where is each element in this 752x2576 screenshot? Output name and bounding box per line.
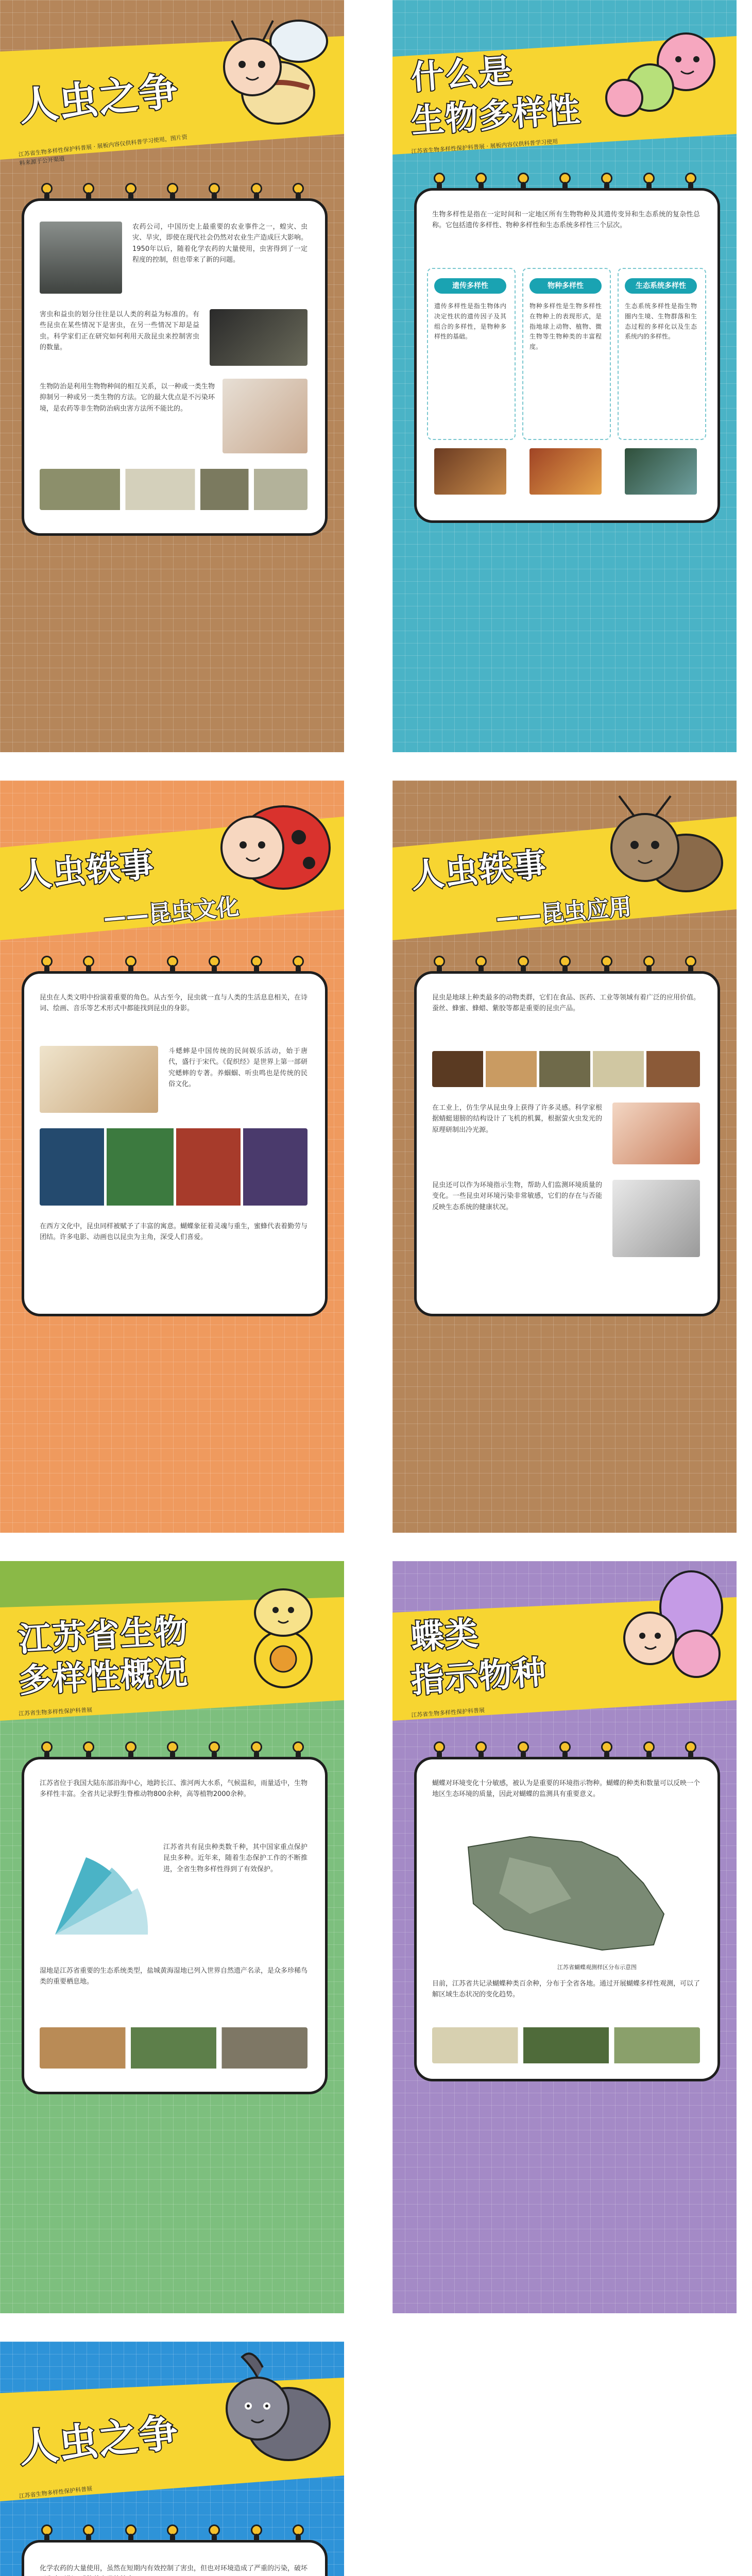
panel-caption: 江苏省生物多样性保护科普展 — [19, 2485, 93, 2500]
paragraph-2: 害虫和益虫的划分往往是以人类的利益为标准的。有些昆虫在某些情况下是害虫，在另一些情况下却是益虫。科学家们正在研究如何利用天敌昆虫来控制害虫的数量。 — [40, 311, 199, 352]
photo-movie-posters — [40, 1128, 307, 1206]
content-card — [22, 198, 328, 536]
label-genetic: 遗传多样性 — [434, 278, 506, 294]
panel-caption: 江苏省生物多样性保护科普展 — [18, 1706, 93, 1717]
panel-4-insect-applications — [392, 781, 737, 1533]
photo-strip — [432, 2027, 700, 2063]
cartoon-ant-icon — [588, 791, 727, 904]
rose-chart-graphic — [45, 1842, 153, 1945]
content-card — [414, 971, 720, 1316]
photo-cricket-illustration — [40, 1046, 158, 1113]
column-ecosystem — [618, 268, 706, 440]
column-species — [522, 268, 611, 440]
text-genetic: 遗传多样性是指生物体内决定性状的遗传因子及其组合的多样性，是物种多样性的基础。 — [434, 302, 506, 341]
paragraph-1: 化学农药的大量使用，虽然在短期内有效控制了害虫，但也对环境造成了严重的污染，破坏 — [40, 2565, 308, 2572]
photo-strip — [40, 2027, 307, 2069]
panel-3-insect-culture — [0, 781, 344, 1533]
cartoon-butterfly-icon — [609, 1566, 727, 1690]
panel-title: 人虫轶事 — [17, 845, 156, 896]
panel-title-line-2: 多样性概况 — [18, 1653, 190, 1701]
panel-title-line-1: 蝶类 — [409, 1614, 481, 1657]
panel-7-human-insect-conflict-2 — [0, 2342, 344, 2576]
label-species: 物种多样性 — [529, 278, 602, 294]
panel-title: 人虫之争 — [16, 2409, 181, 2472]
panel-subtitle: ——昆虫应用 — [494, 893, 633, 932]
map-label: 江苏省蝴蝶观测样区分布示意图 — [557, 1964, 637, 1971]
photo-sky — [40, 222, 122, 294]
photo-insect-black — [210, 309, 307, 366]
paragraph-1: 江苏省位于我国大陆东部沿海中心，地跨长江、淮河两大水系，气候温和，雨量适中，生物多样性丰富。全省共记录野生脊椎动物800余种，高等植物2000余种。 — [40, 1780, 308, 1799]
panel-caption: 江苏省生物多样性保护科普展 — [411, 1706, 485, 1719]
paragraph-2: 目前，江苏省共记录蝴蝶种类百余种，分布于全省各地。通过开展蝴蝶多样性观测，可以了解区域生态状况的变化趋势。 — [432, 1980, 700, 1999]
panel-6-butterfly-indicator — [392, 1561, 737, 2313]
paragraph-1: 昆虫在人类文明中扮演着重要的角色。从古至今，昆虫就一直与人类的生活息息相关，在诗词、绘画、音乐等艺术形式中都能找到昆虫的身影。 — [40, 994, 308, 1013]
panel-1-human-insect-conflict — [0, 0, 344, 752]
paragraph-3: 生物防治是利用生物物种间的相互关系，以一种或一类生物抑制另一种或另一类生物的方法。它的最大优点是不污染环境，是农药等非生物防治病虫害方法所不能比的。 — [40, 383, 215, 413]
paragraph-3: 在西方文化中，昆虫同样被赋予了丰富的寓意。蝴蝶象征着灵魂与重生，蜜蜂代表着勤劳与团结。许多电影、动画也以昆虫为主角，深受人们喜爱。 — [40, 1223, 308, 1242]
cartoon-beetle-icon — [201, 2347, 335, 2470]
panel-subtitle: ——昆虫文化 — [102, 893, 241, 932]
content-card — [414, 1757, 720, 2081]
content-card — [22, 2540, 328, 2576]
panel-2-what-is-biodiversity — [392, 0, 737, 752]
photo-drone — [612, 1180, 700, 1257]
panel-title-line-1: 什么是 — [409, 52, 515, 97]
photo-species — [529, 448, 602, 495]
panel-5-jiangsu-biodiversity — [0, 1561, 344, 2313]
paragraph-2: 江苏省共有昆虫种类数千种，其中国家重点保护昆虫多种。近年来，随着生态保护工作的不断推进，全省生物多样性得到了有效保护。 — [163, 1843, 307, 1873]
column-genetic — [427, 268, 516, 440]
panel-caption: 江苏省生物多样性保护科普展 · 展板内容仅供科普学习使用，图片资料来源于公开渠道 — [18, 133, 188, 167]
photo-strip — [432, 1051, 700, 1087]
cartoon-bee-flower-icon — [232, 1571, 335, 1695]
cartoon-ladybug-icon — [206, 786, 335, 899]
paragraph-2: 在工业上，仿生学从昆虫身上获得了许多灵感。科学家根据蜻蜓翅膀的结构设计了飞机的机翼，根据萤火虫发光的原理研制出冷光源。 — [432, 1104, 602, 1134]
content-card — [22, 1757, 328, 2094]
label-ecosystem: 生态系统多样性 — [625, 278, 697, 294]
photo-ecosystem — [625, 448, 697, 495]
intro-paragraph: 生物多样性是指在一定时间和一定地区所有生物物种及其遗传变异和生态系统的复杂性总称。它包括遗传多样性、物种多样性和生态系统多样性三个层次。 — [432, 211, 700, 230]
panel-title: 人虫之争 — [16, 67, 181, 130]
photo-silk — [612, 1103, 700, 1164]
panel-title-line-2: 指示物种 — [409, 1653, 549, 1701]
paragraph-1: 蝴蝶对环境变化十分敏感，被认为是重要的环境指示物种。蝴蝶的种类和数量可以反映一个地区生态环境的质量，因此对蝴蝶的监测具有重要意义。 — [432, 1780, 700, 1799]
text-ecosystem: 生态系统多样性是指生物圈内生境、生物群落和生态过程的多样化以及生态系统内的多样性。 — [625, 302, 697, 341]
photo-genetic — [434, 448, 506, 495]
paragraph-3: 湿地是江苏省重要的生态系统类型，盐城黄海湿地已列入世界自然遗产名录，是众多珍稀鸟类的重要栖息地。 — [40, 1967, 308, 1986]
content-card — [414, 188, 720, 523]
paragraph-1: 农药公司，中国历史上最重要的农业事件之一，蝗灾、虫灾、旱灾，即使在现代社会仍然对农业生产造成巨大影响。1950年以后，随着化学农药的大量使用，虫害得到了一定程度的控制，但也带来了新的问题。 — [132, 223, 307, 264]
paragraph-2: 斗蟋蟀是中国传统的民间娱乐活动，始于唐代，盛行于宋代。《促织经》是世界上第一部研究蟋蟀的专著。养蝈蝈、听虫鸣也是传统的民俗文化。 — [168, 1047, 307, 1089]
text-species: 物种多样性是生物多样性在物种上的表现形式，是指地球上动物、植物、微生物等生物种类的丰富程度。 — [529, 302, 602, 351]
panel-caption: 江苏省生物多样性保护科普展 · 展板内容仅供科普学习使用 — [411, 138, 558, 155]
jiangsu-map-graphic — [448, 1826, 685, 1960]
panel-title-line-1: 江苏省生物 — [18, 1612, 190, 1659]
cartoon-bee-icon — [206, 10, 330, 134]
photo-illustration — [223, 379, 307, 453]
panel-title-line-2: 生物多样性 — [409, 91, 583, 141]
photo-strip — [40, 469, 307, 510]
paragraph-1: 昆虫是地球上种类最多的动物类群，它们在食品、医药、工业等领域有着广泛的应用价值。蚕丝、蜂蜜、蜂蜡、紫胶等都是重要的昆虫产品。 — [432, 994, 700, 1013]
paragraph-3: 昆虫还可以作为环境指示生物，帮助人们监测环境质量的变化。一些昆虫对环境污染非常敏感，它们的存在与否能反映生态系统的健康状况。 — [432, 1181, 602, 1211]
panel-title: 人虫轶事 — [409, 845, 549, 896]
content-card — [22, 971, 328, 1316]
cartoon-caterpillar-icon — [604, 15, 722, 118]
